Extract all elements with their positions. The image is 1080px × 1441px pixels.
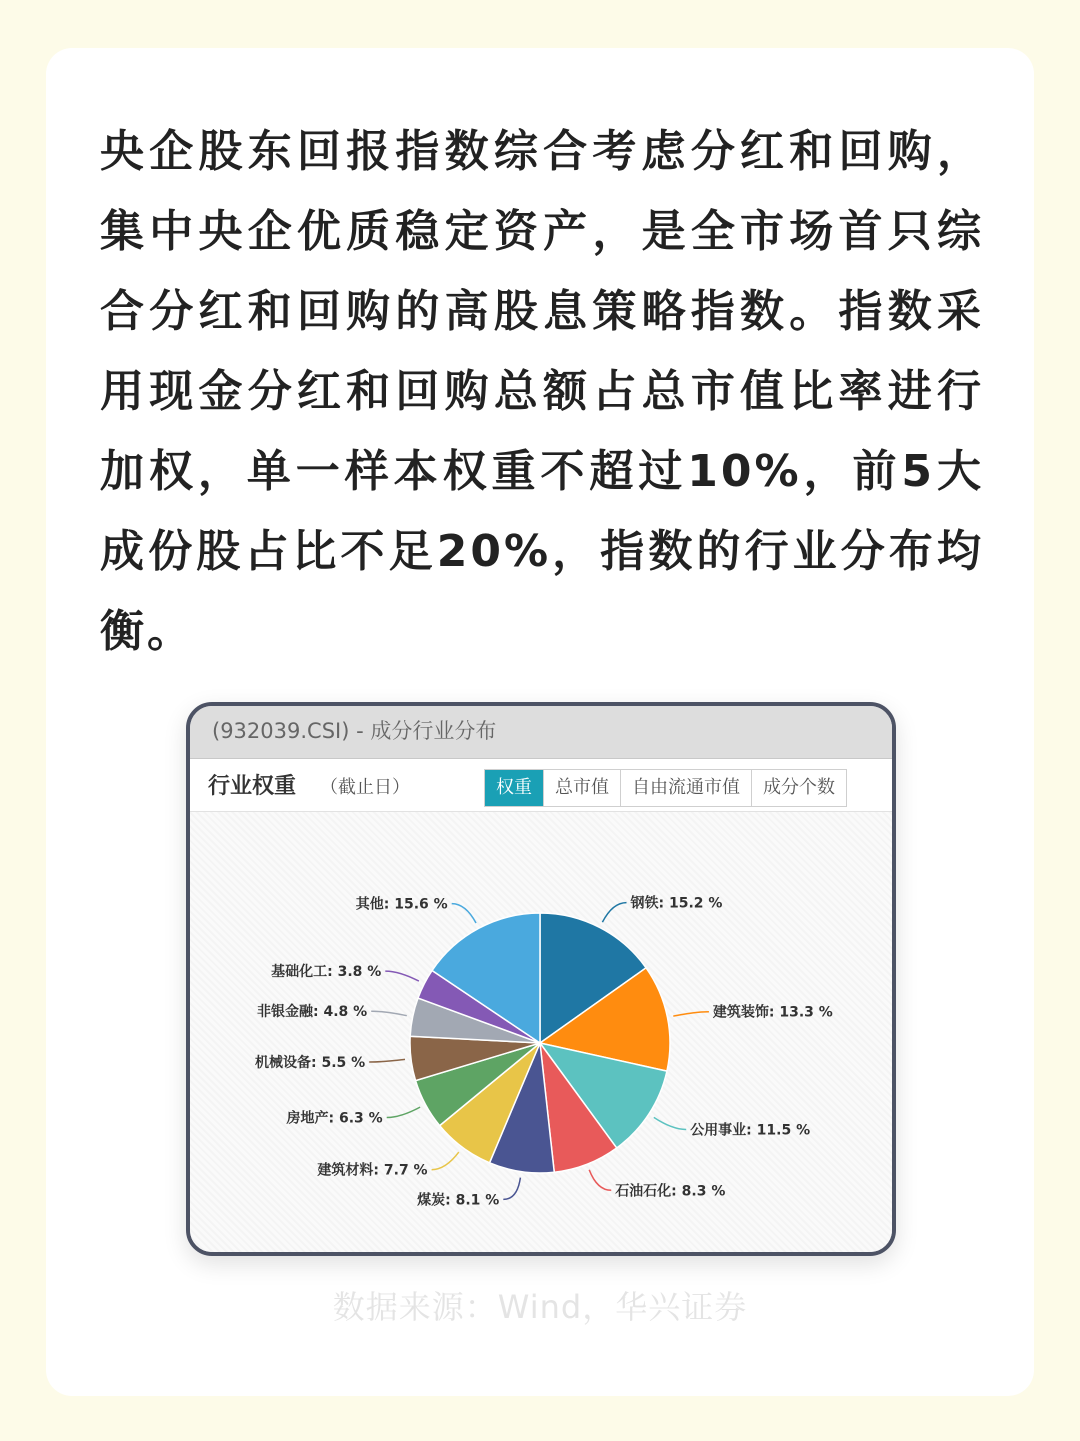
intro-paragraph: 央企股东回报指数综合考虑分红和回购，集中央企优质稳定资产，是全市场首只综合分红和回购的高股息策略指数。指数采用现金分红和回购总额占总市值比率进行加权，单一样本权重不超过10%，前5大成份股占比不足20%，指数的行业分布均衡。 xyxy=(100,126,984,657)
metric-tabs xyxy=(484,769,847,807)
section-subtitle: （截止日） xyxy=(320,777,410,798)
pie-leader-line xyxy=(385,971,419,981)
pie-leader-line xyxy=(589,1170,611,1191)
pie-chart xyxy=(190,812,892,1252)
chart-window xyxy=(186,702,896,1256)
pie-data-label: 石油石化: 8.3 % xyxy=(615,1183,726,1200)
pie-data-label: 机械设备: 5.5 % xyxy=(255,1055,366,1071)
pie-data-label: 煤炭: 8.1 % xyxy=(417,1192,500,1209)
pie-slices xyxy=(410,913,670,1173)
pie-leader-line xyxy=(602,903,626,923)
pie-data-label: 基础化工: 3.8 % xyxy=(271,964,382,981)
pie-leader-line xyxy=(452,904,476,923)
pie-leader-line xyxy=(371,1011,407,1016)
pie-leader-line xyxy=(654,1117,686,1129)
pie-chart-area xyxy=(190,812,892,1252)
pie-data-label: 其他: 15.6 % xyxy=(355,896,448,913)
pie-leader-line xyxy=(432,1152,459,1170)
source-note: 数据来源：Wind，华兴证券 xyxy=(332,1288,748,1326)
window-title: (932039.CSI) - 成分行业分布 xyxy=(190,706,892,759)
pie-data-label: 钢铁: 15.2 % xyxy=(630,895,723,912)
pie-data-label: 建筑装饰: 13.3 % xyxy=(712,1004,833,1021)
section-title: 行业权重 xyxy=(208,774,297,799)
chart-toolbar xyxy=(190,759,892,812)
tab-constituent-count[interactable]: 成分个数 xyxy=(751,770,846,806)
pie-leader-line xyxy=(503,1178,520,1200)
pie-data-label: 非银金融: 4.8 % xyxy=(257,1004,368,1021)
pie-leader-line xyxy=(673,1012,709,1016)
pie-leader-line xyxy=(387,1107,420,1117)
tab-weight[interactable]: 权重 xyxy=(485,770,543,806)
pie-leader-line xyxy=(369,1059,405,1062)
tab-free-float-market-value[interactable]: 自由流通市值 xyxy=(620,770,751,806)
pie-data-label: 房地产: 6.3 % xyxy=(286,1110,383,1127)
pie-data-label: 建筑材料: 7.7 % xyxy=(317,1162,428,1179)
pie-data-label: 公用事业: 11.5 % xyxy=(690,1122,811,1139)
tab-total-market-value[interactable]: 总市值 xyxy=(543,770,620,806)
